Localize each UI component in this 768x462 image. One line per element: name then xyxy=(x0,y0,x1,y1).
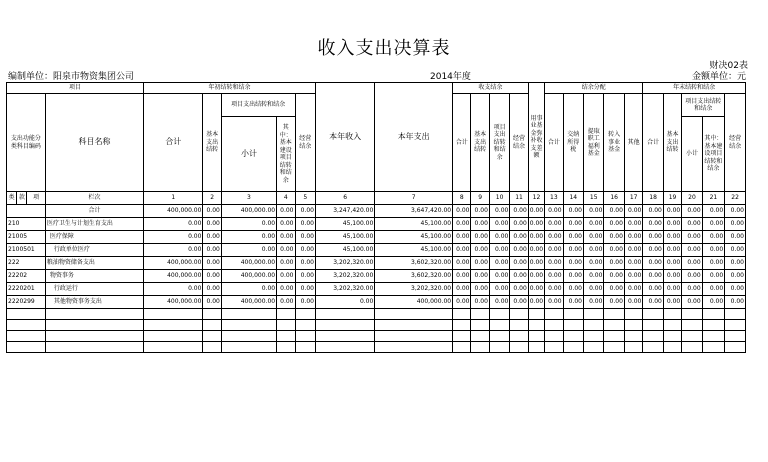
row-value: 0.00 xyxy=(604,231,624,244)
row-value: 45,100.00 xyxy=(375,244,453,257)
row-value: 0.00 xyxy=(295,205,315,218)
table-row xyxy=(7,244,746,257)
header-end-basic: 基本支出结转 xyxy=(663,94,681,192)
header-project-carryover: 项目支出结转和结余 xyxy=(221,94,295,117)
table-number: 财决02表 xyxy=(709,61,748,71)
row-value: 3,202,320.00 xyxy=(315,283,374,296)
row-code: 2220299 xyxy=(7,296,46,309)
header-end-capital: 其中：基本建设项目结转和结余 xyxy=(702,117,725,192)
header-use-fund: 用事业基金弥补收支差额 xyxy=(528,83,544,192)
header-lei: 类 xyxy=(7,192,17,205)
row-value: 0.00 xyxy=(663,218,681,231)
row-name: 合计 xyxy=(45,205,143,218)
row-value: 0.00 xyxy=(510,231,528,244)
row-value: 400,000.00 xyxy=(144,205,203,218)
row-value: 0.00 xyxy=(702,257,725,270)
header-transfer-fund: 转入事业基金 xyxy=(604,94,624,192)
column-number: 18 xyxy=(643,192,663,205)
column-number: 17 xyxy=(624,192,642,205)
row-value: 0.00 xyxy=(624,257,642,270)
row-code: 21005 xyxy=(7,231,46,244)
header-end-total: 合计 xyxy=(643,94,663,192)
row-name: 行政运行 xyxy=(45,283,143,296)
header-balance: 收支结余 xyxy=(453,83,529,94)
row-value: 0.00 xyxy=(702,205,725,218)
row-value: 0.00 xyxy=(453,296,471,309)
row-value: 0.00 xyxy=(563,244,583,257)
row-value: 0.00 xyxy=(528,296,544,309)
fiscal-year: 2014年度 xyxy=(430,72,471,82)
header-dist-total: 合计 xyxy=(545,94,563,192)
blank-row xyxy=(7,342,746,353)
row-name: 医疗保障 xyxy=(45,231,143,244)
column-number: 14 xyxy=(563,192,583,205)
row-value: 0.00 xyxy=(583,205,603,218)
row-value: 0.00 xyxy=(663,283,681,296)
row-value: 0.00 xyxy=(545,205,563,218)
row-value: 0.00 xyxy=(725,283,746,296)
row-value: 0.00 xyxy=(604,296,624,309)
header-bal-total: 合计 xyxy=(453,94,471,192)
row-value: 0.00 xyxy=(510,218,528,231)
row-value: 0.00 xyxy=(545,257,563,270)
row-value: 0.00 xyxy=(453,283,471,296)
column-number: 4 xyxy=(277,192,295,205)
row-value: 400,000.00 xyxy=(221,296,276,309)
row-value: 0.00 xyxy=(510,270,528,283)
row-value: 0.00 xyxy=(221,218,276,231)
row-value: 0.00 xyxy=(453,231,471,244)
row-value: 0.00 xyxy=(702,231,725,244)
header-end-project: 项目支出结转和结余 xyxy=(682,94,725,117)
row-value: 0.00 xyxy=(643,283,663,296)
row-value: 0.00 xyxy=(528,218,544,231)
row-value: 0.00 xyxy=(624,296,642,309)
header-subtotal: 小计 xyxy=(221,117,276,192)
header-welfare-fund: 提取职工福利基金 xyxy=(583,94,603,192)
row-value: 0.00 xyxy=(563,218,583,231)
header-income-tax: 交纳所得税 xyxy=(563,94,583,192)
row-code: 210 xyxy=(7,218,46,231)
header-total: 合计 xyxy=(144,94,203,192)
row-value: 0.00 xyxy=(277,218,295,231)
header-end-operating: 经营结余 xyxy=(725,94,746,192)
header-distribution: 结余分配 xyxy=(545,83,643,94)
column-number: 1 xyxy=(144,192,203,205)
row-value: 0.00 xyxy=(725,296,746,309)
row-value: 0.00 xyxy=(144,231,203,244)
blank-row xyxy=(7,309,746,320)
row-name: 物资事务 xyxy=(45,270,143,283)
header-expense: 本年支出 xyxy=(375,83,453,192)
column-number: 13 xyxy=(545,192,563,205)
row-value: 0.00 xyxy=(295,244,315,257)
column-number: 8 xyxy=(453,192,471,205)
row-value: 0.00 xyxy=(471,244,489,257)
row-value: 0.00 xyxy=(643,296,663,309)
row-value: 0.00 xyxy=(663,296,681,309)
row-value: 0.00 xyxy=(221,231,276,244)
header-basic-carryover: 基本支出结转 xyxy=(203,94,221,192)
organization-label: 编制单位：阳泉市物资集团公司 xyxy=(8,72,135,82)
row-value: 0.00 xyxy=(203,283,221,296)
row-value: 0.00 xyxy=(277,244,295,257)
column-number: 9 xyxy=(471,192,489,205)
row-value: 0.00 xyxy=(144,218,203,231)
header-operating-surplus: 经营结余 xyxy=(295,94,315,192)
row-value: 0.00 xyxy=(583,257,603,270)
row-value: 0.00 xyxy=(295,218,315,231)
column-number: 21 xyxy=(702,192,725,205)
row-value: 0.00 xyxy=(295,270,315,283)
row-value: 3,647,420.00 xyxy=(375,205,453,218)
row-value: 0.00 xyxy=(604,283,624,296)
row-value: 0.00 xyxy=(624,270,642,283)
header-item-name: 科目名称 xyxy=(45,94,143,192)
row-value: 0.00 xyxy=(489,205,509,218)
row-value: 0.00 xyxy=(624,231,642,244)
row-value: 0.00 xyxy=(624,205,642,218)
row-value: 45,100.00 xyxy=(375,218,453,231)
row-code: 2220201 xyxy=(7,283,46,296)
row-value: 3,202,320.00 xyxy=(315,257,374,270)
header-end-subtotal: 小计 xyxy=(682,117,702,192)
row-value: 0.00 xyxy=(471,231,489,244)
row-value: 0.00 xyxy=(489,283,509,296)
row-value: 0.00 xyxy=(604,257,624,270)
row-value: 0.00 xyxy=(702,296,725,309)
row-value: 0.00 xyxy=(545,270,563,283)
row-value: 0.00 xyxy=(203,205,221,218)
row-name: 粮油物资储备支出 xyxy=(45,257,143,270)
row-value: 0.00 xyxy=(471,270,489,283)
table-row xyxy=(7,231,746,244)
row-value: 0.00 xyxy=(277,283,295,296)
row-value: 0.00 xyxy=(563,205,583,218)
row-value: 0.00 xyxy=(453,218,471,231)
row-value: 0.00 xyxy=(453,270,471,283)
row-value: 0.00 xyxy=(295,296,315,309)
header-bal-operating: 经营结余 xyxy=(510,94,528,192)
row-value: 0.00 xyxy=(144,244,203,257)
column-number: 10 xyxy=(489,192,509,205)
row-value: 0.00 xyxy=(682,218,702,231)
header-kuan: 款 xyxy=(17,192,27,205)
row-value: 400,000.00 xyxy=(221,205,276,218)
row-value: 0.00 xyxy=(471,257,489,270)
row-value: 0.00 xyxy=(563,283,583,296)
row-value: 0.00 xyxy=(510,296,528,309)
row-value: 0.00 xyxy=(528,244,544,257)
column-number: 3 xyxy=(221,192,276,205)
table-row xyxy=(7,205,746,218)
column-number: 5 xyxy=(295,192,315,205)
row-value: 0.00 xyxy=(144,283,203,296)
row-value: 0.00 xyxy=(604,244,624,257)
row-value: 0.00 xyxy=(643,244,663,257)
row-value: 0.00 xyxy=(545,244,563,257)
row-value: 0.00 xyxy=(510,257,528,270)
row-value: 0.00 xyxy=(203,244,221,257)
row-name: 其他物资事务支出 xyxy=(45,296,143,309)
row-value: 0.00 xyxy=(624,283,642,296)
row-value: 0.00 xyxy=(203,231,221,244)
row-value: 0.00 xyxy=(510,244,528,257)
row-value: 0.00 xyxy=(725,205,746,218)
row-value: 0.00 xyxy=(583,296,603,309)
row-value: 0.00 xyxy=(604,270,624,283)
row-value: 0.00 xyxy=(725,244,746,257)
row-value: 3,602,320.00 xyxy=(375,270,453,283)
table-row xyxy=(7,257,746,270)
row-value: 0.00 xyxy=(702,270,725,283)
row-value: 0.00 xyxy=(221,283,276,296)
row-value: 0.00 xyxy=(663,231,681,244)
row-value: 0.00 xyxy=(682,257,702,270)
row-value: 0.00 xyxy=(471,296,489,309)
row-value: 0.00 xyxy=(545,218,563,231)
header-xiang: 项 xyxy=(27,192,45,205)
row-value: 0.00 xyxy=(510,205,528,218)
row-value: 0.00 xyxy=(725,257,746,270)
blank-row xyxy=(7,331,746,342)
page-title: 收入支出决算表 xyxy=(317,38,451,59)
row-value: 0.00 xyxy=(471,205,489,218)
table-row xyxy=(7,270,746,283)
row-value: 0.00 xyxy=(203,257,221,270)
row-value: 0.00 xyxy=(528,270,544,283)
header-other: 其他 xyxy=(624,94,642,192)
header-ending-balance: 年末结转和结余 xyxy=(643,83,746,94)
row-value: 0.00 xyxy=(702,218,725,231)
row-value: 0.00 xyxy=(643,231,663,244)
row-value: 400,000.00 xyxy=(221,270,276,283)
row-value: 3,602,320.00 xyxy=(375,257,453,270)
row-value: 0.00 xyxy=(471,218,489,231)
row-value: 0.00 xyxy=(545,283,563,296)
row-value: 0.00 xyxy=(583,218,603,231)
row-value: 0.00 xyxy=(682,296,702,309)
row-value: 0.00 xyxy=(203,218,221,231)
row-value: 45,100.00 xyxy=(315,244,374,257)
row-value: 0.00 xyxy=(489,296,509,309)
row-value: 0.00 xyxy=(663,244,681,257)
header-income: 本年收入 xyxy=(315,83,374,192)
column-number: 11 xyxy=(510,192,528,205)
row-value: 0.00 xyxy=(682,244,702,257)
header-bal-basic: 基本支出结转 xyxy=(471,94,489,192)
row-value: 0.00 xyxy=(489,218,509,231)
row-value: 45,100.00 xyxy=(315,231,374,244)
row-value: 0.00 xyxy=(583,283,603,296)
table-row xyxy=(7,296,746,309)
row-value: 0.00 xyxy=(489,257,509,270)
row-name: 行政单位医疗 xyxy=(45,244,143,257)
table-row xyxy=(7,218,746,231)
column-number: 2 xyxy=(203,192,221,205)
row-value: 0.00 xyxy=(471,283,489,296)
row-code xyxy=(7,205,46,218)
row-value: 0.00 xyxy=(563,270,583,283)
row-value: 0.00 xyxy=(315,296,374,309)
row-value: 0.00 xyxy=(295,231,315,244)
row-value: 0.00 xyxy=(643,218,663,231)
row-value: 0.00 xyxy=(221,244,276,257)
column-number: 7 xyxy=(375,192,453,205)
row-value: 0.00 xyxy=(203,296,221,309)
row-value: 0.00 xyxy=(528,205,544,218)
row-value: 45,100.00 xyxy=(375,231,453,244)
row-value: 0.00 xyxy=(528,231,544,244)
header-beginning-balance: 年初结转和结余 xyxy=(144,83,316,94)
row-code: 22202 xyxy=(7,270,46,283)
header-lanci: 栏次 xyxy=(45,192,143,205)
row-value: 45,100.00 xyxy=(315,218,374,231)
header-function-code: 支出功能分类科目编码 xyxy=(7,94,46,192)
row-value: 3,247,420.00 xyxy=(315,205,374,218)
row-value: 0.00 xyxy=(725,231,746,244)
row-value: 0.00 xyxy=(277,257,295,270)
column-number: 6 xyxy=(315,192,374,205)
row-value: 0.00 xyxy=(277,270,295,283)
row-value: 0.00 xyxy=(528,257,544,270)
row-value: 0.00 xyxy=(583,231,603,244)
header-bal-project: 项目支出结转和结余 xyxy=(489,94,509,192)
row-value: 0.00 xyxy=(725,270,746,283)
row-value: 0.00 xyxy=(604,218,624,231)
row-name: 医疗卫生与计划生育支出 xyxy=(45,218,143,231)
column-number: 20 xyxy=(682,192,702,205)
row-value: 400,000.00 xyxy=(221,257,276,270)
row-value: 0.00 xyxy=(563,296,583,309)
row-value: 0.00 xyxy=(545,296,563,309)
row-value: 400,000.00 xyxy=(144,296,203,309)
row-value: 0.00 xyxy=(295,257,315,270)
row-value: 0.00 xyxy=(277,296,295,309)
row-value: 0.00 xyxy=(489,231,509,244)
row-value: 0.00 xyxy=(604,205,624,218)
column-number: 16 xyxy=(604,192,624,205)
row-value: 0.00 xyxy=(682,283,702,296)
row-value: 0.00 xyxy=(489,244,509,257)
row-value: 0.00 xyxy=(563,257,583,270)
income-expense-table xyxy=(6,82,746,353)
row-value: 0.00 xyxy=(702,244,725,257)
row-code: 222 xyxy=(7,257,46,270)
amount-unit: 金额单位：元 xyxy=(691,72,746,82)
row-value: 0.00 xyxy=(725,218,746,231)
row-value: 0.00 xyxy=(663,257,681,270)
row-value: 0.00 xyxy=(702,283,725,296)
column-number: 12 xyxy=(528,192,544,205)
row-value: 0.00 xyxy=(643,257,663,270)
row-value: 400,000.00 xyxy=(144,270,203,283)
row-value: 0.00 xyxy=(643,205,663,218)
row-value: 0.00 xyxy=(545,231,563,244)
row-value: 0.00 xyxy=(583,270,603,283)
header-project: 项目 xyxy=(7,83,144,94)
row-value: 0.00 xyxy=(277,231,295,244)
row-value: 0.00 xyxy=(528,283,544,296)
row-value: 0.00 xyxy=(489,270,509,283)
row-value: 0.00 xyxy=(624,244,642,257)
row-value: 0.00 xyxy=(295,283,315,296)
row-value: 0.00 xyxy=(203,270,221,283)
blank-row xyxy=(7,320,746,331)
row-value: 0.00 xyxy=(453,257,471,270)
row-value: 0.00 xyxy=(277,205,295,218)
row-code: 2100501 xyxy=(7,244,46,257)
row-value: 0.00 xyxy=(563,231,583,244)
row-value: 0.00 xyxy=(453,205,471,218)
row-value: 0.00 xyxy=(682,205,702,218)
row-value: 0.00 xyxy=(510,283,528,296)
row-value: 0.00 xyxy=(682,231,702,244)
row-value: 0.00 xyxy=(682,270,702,283)
column-number: 15 xyxy=(583,192,603,205)
row-value: 0.00 xyxy=(583,244,603,257)
row-value: 0.00 xyxy=(624,218,642,231)
row-value: 0.00 xyxy=(643,270,663,283)
row-value: 0.00 xyxy=(663,270,681,283)
row-value: 400,000.00 xyxy=(144,257,203,270)
row-value: 400,000.00 xyxy=(375,296,453,309)
row-value: 0.00 xyxy=(663,205,681,218)
table-row xyxy=(7,283,746,296)
row-value: 3,202,320.00 xyxy=(375,283,453,296)
column-number: 22 xyxy=(725,192,746,205)
column-number: 19 xyxy=(663,192,681,205)
header-capital-project: 其中：基本建设项目结转和结余 xyxy=(277,117,295,192)
row-value: 0.00 xyxy=(453,244,471,257)
row-value: 3,202,320.00 xyxy=(315,270,374,283)
